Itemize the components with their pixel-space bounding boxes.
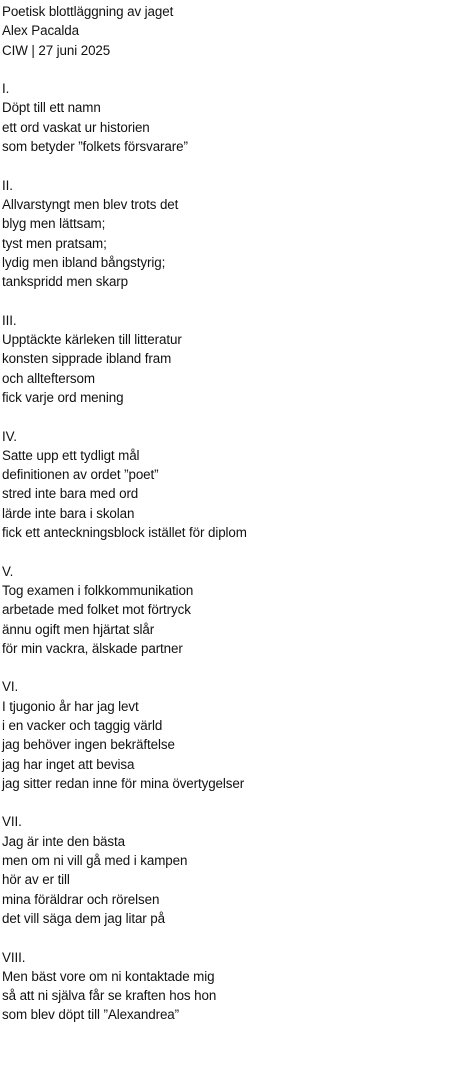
poem-line: hör av er till bbox=[2, 872, 70, 888]
poem-line: konsten sipprade ibland fram bbox=[2, 351, 172, 367]
poem-line: I tjugonio år har jag levt bbox=[2, 698, 139, 714]
poem-line: ett ord vaskat ur historien bbox=[2, 119, 150, 135]
poem-line: och allteftersom bbox=[2, 370, 95, 386]
document-header bbox=[2, 2, 472, 60]
stanza-gap bbox=[2, 793, 472, 812]
stanza-numeral: V. bbox=[2, 563, 14, 579]
poem-line: jag behöver ingen bekräftelse bbox=[2, 737, 175, 753]
stanza-numeral: II. bbox=[2, 177, 13, 193]
poem-line: i en vacker och taggig värld bbox=[2, 717, 163, 733]
poem-line: definitionen av ordet ”poet” bbox=[2, 467, 159, 483]
poem-line: tyst men pratsam; bbox=[2, 235, 107, 251]
poem-document bbox=[2, 2, 472, 1025]
poem-line: lydig men ibland bångstyrig; bbox=[2, 254, 166, 270]
stanza-gap bbox=[2, 60, 472, 79]
poem-line: Men bäst vore om ni kontaktade mig bbox=[2, 968, 215, 984]
stanza-numeral: III. bbox=[2, 312, 17, 328]
poem-line: ännu ogift men hjärtat slår bbox=[2, 621, 155, 637]
poem-line: fick ett anteckningsblock istället för diplom bbox=[2, 525, 247, 541]
poem-line: mina föräldrar och rörelsen bbox=[2, 891, 160, 907]
stanza bbox=[2, 79, 472, 156]
poem-line: Satte upp ett tydligt mål bbox=[2, 447, 140, 463]
stanza bbox=[2, 311, 472, 407]
stanza-numeral: VII. bbox=[2, 814, 22, 830]
stanza-numeral: IV. bbox=[2, 428, 17, 444]
document-title: Poetisk blottläggning av jaget bbox=[2, 4, 174, 19]
poem-line: som blev döpt till ”Alexandrea” bbox=[2, 1007, 180, 1023]
poem-line: Jag är inte den bästa bbox=[2, 833, 125, 849]
poem-line: lärde inte bara i skolan bbox=[2, 505, 135, 521]
poem-line: stred inte bara med ord bbox=[2, 486, 139, 502]
poem-line: men om ni vill gå med i kampen bbox=[2, 853, 188, 869]
stanza bbox=[2, 948, 472, 1025]
poem-line: Allvarstyngt men blev trots det bbox=[2, 196, 179, 212]
poem-line: jag har inget att bevisa bbox=[2, 756, 135, 772]
document-meta: CIW | 27 juni 2025 bbox=[2, 42, 111, 58]
stanza bbox=[2, 812, 472, 928]
poem-line: Döpt till ett namn bbox=[2, 100, 101, 116]
stanza-numeral: VIII. bbox=[2, 949, 26, 965]
stanza-gap bbox=[2, 156, 472, 175]
stanza-gap bbox=[2, 291, 472, 310]
stanza bbox=[2, 176, 472, 292]
stanza bbox=[2, 562, 472, 658]
stanza-gap bbox=[2, 407, 472, 426]
poem-line: jag sitter redan inne för mina övertygelser bbox=[2, 775, 245, 791]
poem-line: blyg men lättsam; bbox=[2, 216, 106, 232]
poem-line: Tog examen i folkkommunikation bbox=[2, 582, 194, 598]
poem-line: fick varje ord mening bbox=[2, 389, 124, 405]
poem-line: arbetade med folket mot förtryck bbox=[2, 602, 191, 618]
stanza-gap bbox=[2, 658, 472, 677]
poem-line: som betyder ”folkets försvarare” bbox=[2, 139, 188, 155]
poem-line: det vill säga dem jag litar på bbox=[2, 910, 165, 926]
document-author: Alex Pacalda bbox=[2, 23, 79, 39]
stanza bbox=[2, 677, 472, 793]
stanza bbox=[2, 427, 472, 543]
stanza-numeral: I. bbox=[2, 81, 10, 97]
poem-line: Upptäckte kärleken till litteratur bbox=[2, 332, 182, 348]
poem-line: för min vackra, älskade partner bbox=[2, 640, 183, 656]
stanza-numeral: VI. bbox=[2, 679, 19, 695]
poem-line: så att ni själva får se kraften hos hon bbox=[2, 988, 217, 1004]
stanza-gap bbox=[2, 542, 472, 561]
poem-body bbox=[2, 60, 472, 1025]
poem-line: tankspridd men skarp bbox=[2, 274, 129, 290]
stanza-gap bbox=[2, 928, 472, 947]
